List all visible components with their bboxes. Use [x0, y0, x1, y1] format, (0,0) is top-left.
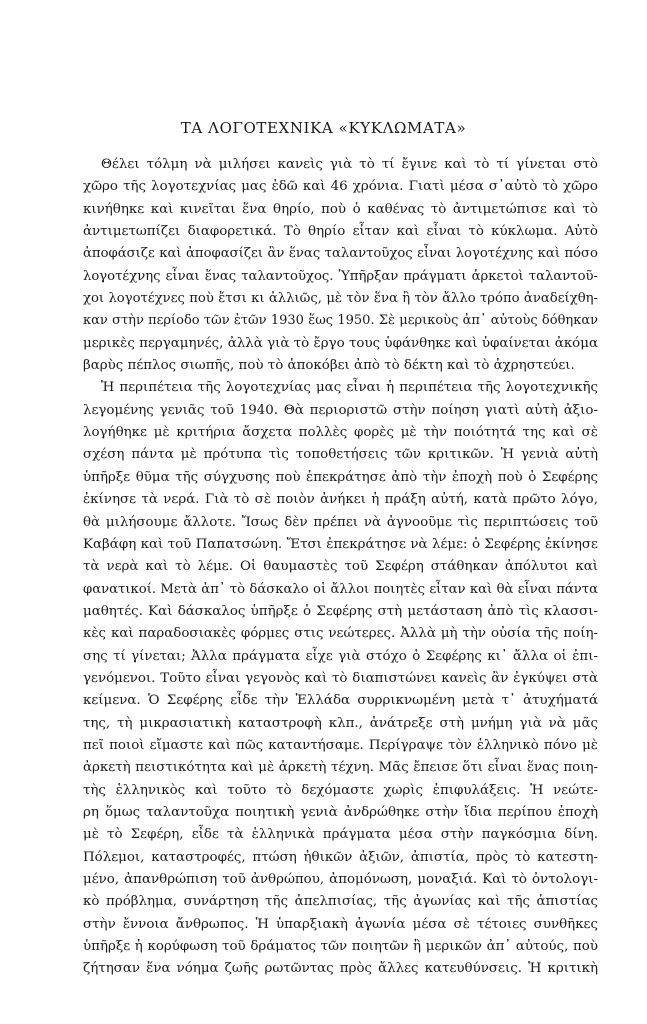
- text-line: σχέση πάντα μὲ πρότυπα τὶς τοποθετήσεις τῶν κριτικῶν. Ἡ γενιὰ αὐτὴ: [83, 447, 598, 463]
- text-line: Καβάφη καὶ τοῦ Παπατσώνη. Ἔτσι ἐπεκράτησε νὰ λέμε: ὁ Σεφέρης ἐκίνησε: [83, 536, 598, 552]
- text-line: ὑπῆρξε ἡ κορύφωση τοῦ δράματος τῶν ποιητῶν ἢ μερικῶν ἀπ᾽ αὐτούς, ποὺ: [83, 939, 598, 955]
- text-line: μερικὲς περγαμηνές, ἀλλὰ γιὰ τὸ ἔργο τους ὑφάνθηκε καὶ ὑφαίνεται ἀκόμα: [83, 335, 598, 351]
- text-line: μένο, ἀπανθρώπιση τοῦ ἀνθρώπου, ἀπομόνωση, μοναξιά. Καὶ τὸ ὀντολογι-: [83, 872, 598, 887]
- text-line: βαρὺς πέπλος σιωπῆς, ποὺ τὸ ἀποκόβει ἀπὸ τὸ δέκτη καὶ τὸ ἀχρηστεύει.: [83, 358, 575, 374]
- text-line: φανατικοί. Μετὰ ἀπ᾽ τὸ δάσκαλο οἱ ἄλλοι ποιητὲς εἶταν καὶ θὰ εἶναι πάντα: [83, 581, 598, 597]
- text-line: πεῖ ποιοὶ εἴμαστε καὶ πῶς καταντήσαμε. Περίγραψε τὸν ἑλληνικὸ πόνο μὲ: [83, 737, 598, 753]
- text-line: ρη ὅμως ταλαντοῦχα ποιητικὴ γενιὰ ἀνδρώθηκε στὴν ἴδια περίπου ἐποχὴ: [83, 804, 598, 820]
- text-line: γενόμενοι. Τοῦτο εἶναι γεγονὸς καὶ τὸ διαπιστώνει κανεὶς ἂν ἐγκύψει στὰ: [83, 670, 598, 686]
- text-line: κείμενα. Ὁ Σεφέρης εἶδε τὴν Ἑλλάδα συρρικνωμένη μετὰ τ᾽ ἀτυχήματά: [83, 693, 598, 709]
- text-line: Πόλεμοι, καταστροφές, πτώση ἠθικῶν ἀξιῶν, ἀπιστία, πρὸς τὸ κατεστη-: [83, 849, 598, 865]
- text-line: ἀποφάσιζε καὶ ἀποφασίζει ἂν ἕνας ταλαντοῦχος εἶναι λογοτέχνης καὶ πόσο: [83, 246, 598, 262]
- text-line: Ἡ περιπέτεια τῆς λογοτεχνίας μας εἶναι ἡ περιπέτεια τῆς λογοτεχνικῆς: [101, 380, 598, 396]
- text-line: τὴς ἑλληνικὸς καὶ τοῦτο τὸ δεχόμαστε χωρὶς ἐπιφυλάξεις. Ἡ νεώτε-: [83, 782, 598, 798]
- text-line: λογήθηκε μὲ κριτήρια ἄσχετα πολλὲς φορὲς μὲ τὴν ποιότητά της καὶ σὲ: [83, 425, 598, 441]
- text-line: Θέλει τόλμη νὰ μιλήσει κανεὶς γιὰ τὸ τί ἔγινε καὶ τὸ τί γίνεται στὸ: [101, 157, 598, 172]
- text-line: κινήθηκε καὶ κινεῖται ἕνα θηρίο, ποὺ ὁ καθένας τὸ ἀντιμετώπισε καὶ τὸ: [83, 201, 598, 217]
- text-line: ὑπῆρξε θῦμα τῆς σύγχυσης ποὺ ἐπεκράτησε ἀπὸ τὴν ἐποχὴ ποὺ ὁ Σεφέρης: [83, 469, 598, 485]
- text-line: κὲς καὶ παραδοσιακὲς φόρμες στις νεώτερες. Ἀλλὰ μὴ τὴν οὐσία τῆς ποίη-: [83, 626, 598, 642]
- text-line: ἀρκετὴ πειστικότητα καὶ μὲ ἀρκετὴ τέχνη. Μᾶς ἔπεισε ὅτι εἶναι ἕνας ποιη-: [83, 760, 598, 776]
- text-line: στὴν ἔννοια ἄνθρωπος. Ἡ ὑπαρξιακὴ ἀγωνία μέσα σὲ τέτοιες συνθῆκες: [83, 916, 598, 932]
- text-line: τὰ νερὰ καὶ τὸ λέμε. Οἱ θαυμαστὲς τοῦ Σεφέρη στάθηκαν ἀπόλυτοι καὶ: [83, 559, 598, 575]
- text-line: λεγομένης γενιᾶς τοῦ 1940. Θὰ περιοριστῶ στὴν ποίηση γιατὶ αὐτὴ ἀξιο-: [83, 402, 598, 418]
- text-line: ἀντιμετωπίζει διαφορετικά. Τὸ θηρίο εἶταν καὶ εἶναι τὸ κύκλωμα. Αὐτὸ: [83, 224, 598, 240]
- page-title: ΤΑ ΛΟΓΟΤΕΧΝΙΚΑ «ΚΥΚΛΩΜΑΤΑ»: [180, 119, 467, 137]
- text-line: χοι λογοτέχνες ποὺ ἔτσι κι ἀλλιῶς, μὲ τὸν ἕνα ἢ τὸν ἄλλο τρόπο ἀναδείχθη-: [83, 291, 598, 307]
- text-line: σης τί γίνεται; Ἀλλα πράγματα εἶχε γιὰ στόχο ὁ Σεφέρης κι᾽ ἄλλα οἱ ἐπι-: [83, 648, 598, 664]
- text-line: μαθητές. Καὶ δάσκαλος ὑπῆρξε ὁ Σεφέρης στὴ μετάσταση ἀπὸ τὶς κλασσι-: [83, 603, 598, 619]
- text-line: κὸ πρόβλημα, συνάρτηση τῆς ἀπελπισίας, τῆς ἀγωνίας καὶ τῆς ἀπιστίας: [83, 894, 598, 910]
- text-line: της, τὴ μικρασιατικὴ καταστροφὴ κλπ., ἀνάτρεξε στὴ μνήμη γιὰ νὰ μᾶς: [83, 715, 598, 731]
- text-line: μὲ τὸ Σεφέρη, εἶδε τὰ ἑλληνικὰ πράγματα μέσα στὴν παγκόσμια δίνη.: [83, 827, 598, 843]
- text-line: καν στὴν περίοδο τῶν ἐτῶν 1930 ἕως 1950. Σὲ μερικοὺς ἀπ᾽ αὐτοὺς δόθηκαν: [83, 313, 598, 329]
- text-line: ἐκίνησε τὰ νερά. Γιὰ τὸ σὲ ποιὸν ἀνήκει ἡ πράξη αὐτή, κατὰ πρῶτο λόγο,: [83, 492, 598, 508]
- text-line: λογοτέχνης εἶναι ἕνας ταλαντοῦχος. Ὑπῆρξαν πράγματι ἀρκετοὶ ταλαντοῦ-: [83, 268, 598, 284]
- text-line: χῶρο τῆς λογοτεχνίας μας ἐδῶ καὶ 46 χρόνια. Γιατὶ μέσα σ᾽αὐτὸ τὸ χῶρο: [83, 179, 598, 195]
- text-line: θὰ μιλήσουμε ἄλλοτε. Ἴσως δὲν πρέπει νὰ ἀγνοοῦμε τὶς περιπτώσεις τοῦ: [83, 514, 598, 530]
- article-body: [83, 154, 598, 981]
- text-line: ζήτησαν ἕνα νόημα ζωῆς ρωτῶντας πρὸς ἄλλες κατευθύνσεις. Ἡ κριτικὴ: [83, 961, 598, 977]
